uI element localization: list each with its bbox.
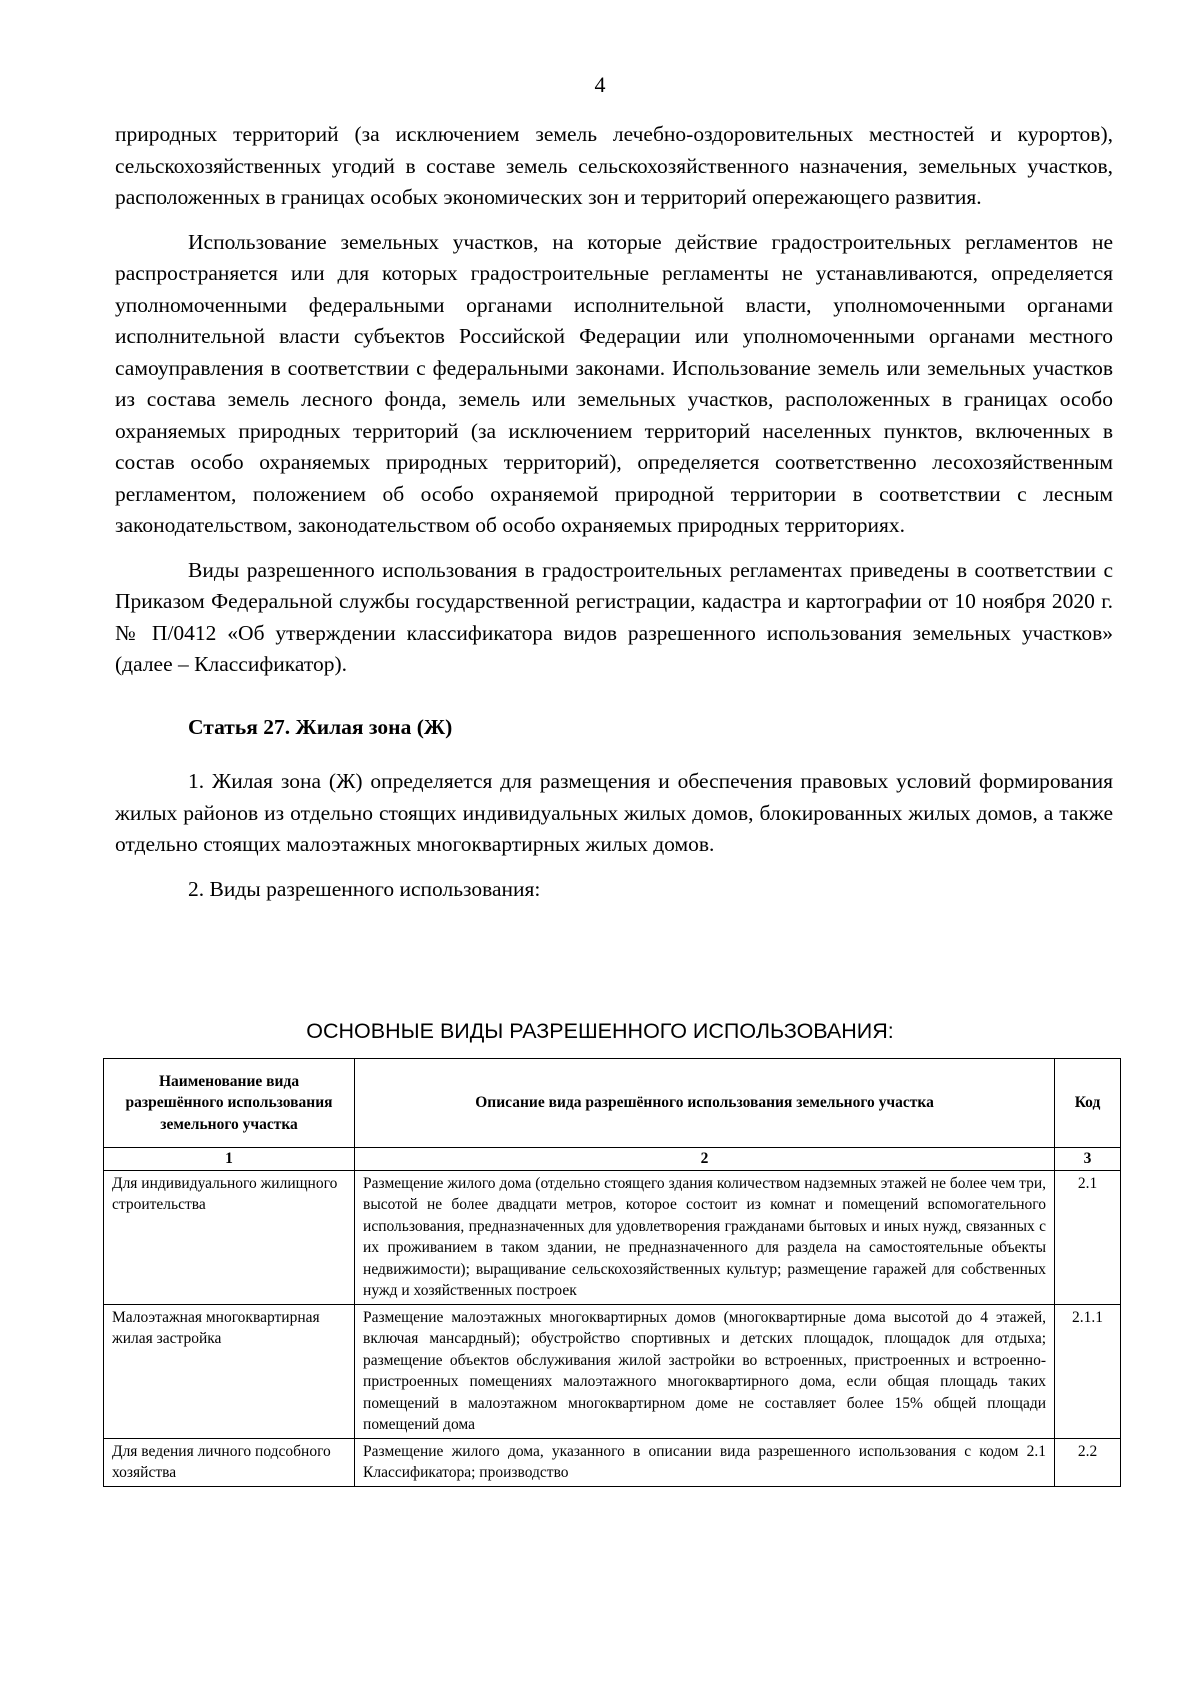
use-code: 2.1 — [1055, 1170, 1121, 1304]
use-name: Для ведения личного подсобного хозяйства — [104, 1438, 355, 1486]
column-number: 2 — [355, 1148, 1055, 1171]
paragraph-residential-zone: 1. Жилая зона (Ж) определяется для размещения и обеспечения правовых условий формирования жилых районов из отдельно стоящих индивидуальных жилых домов, блокированных жилых домов, а также отдельно стоящих малоэтажных многоквартирных жилых домов. — [115, 769, 1113, 856]
use-name: Для индивидуального жилищного строительства — [104, 1170, 355, 1304]
use-description: Размещение жилого дома, указанного в описании вида разрешенного использования с кодом 2.1 Классификатора; производство — [355, 1438, 1055, 1486]
page-number: 4 — [594, 72, 606, 97]
column-number: 3 — [1055, 1148, 1121, 1171]
permitted-use-table — [103, 1058, 1121, 1487]
header-description: Описание вида разрешённого использования земельного участка — [355, 1059, 1055, 1148]
paragraph-land-use: Использование земельных участков, на которые действие градостроительных регламентов не распространяется или для которых градостроительные регламенты не устанавливаются, определяется уполномоченными федеральными органами исполнительной власти, уполномоченными органами исполнительной власти субъектов Российской Федерации или уполномоченными органами местного самоуправления в соответствии с федеральными законами. Использование земель или земельных участков из состава земель лесного фонда, земель или земельных участков, расположенных в границах особо охраняемых природных территорий (за исключением территорий населенных пунктов, включенных в состав особо охраняемых природных территорий), определяется соответственно лесохозяйственным регламентом, положением об особо охраняемой природной территории в соответствии с лесным законодательством, законодательством об особо охраняемых природных территориях. — [115, 229, 1113, 537]
use-code: 2.1.1 — [1055, 1304, 1121, 1438]
table-title: ОСНОВНЫЕ ВИДЫ РАЗРЕШЕННОГО ИСПОЛЬЗОВАНИЯ: — [306, 1019, 894, 1043]
use-description: Размещение малоэтажных многоквартирных домов (многоквартирные дома высотой до 4 этажей, включая мансардный); обустройство спортивных и детских площадок, площадок для отдыха; размещение объектов обслуживания жилой застройки во встроенных, пристроенных и встроенно-пристроенных помещениях малоэтажного многоквартирного дома, если общая площадь таких помещений в малоэтажном многоквартирном доме не составляет более 15% общей площади помещений дома — [355, 1304, 1055, 1438]
header-name: Наименование вида разрешённого использования земельного участка — [104, 1059, 355, 1148]
use-description: Размещение жилого дома (отдельно стоящего здания количеством надземных этажей не более чем три, высотой не более двадцати метров, которое состоит из комнат и помещений вспомогательного использования, предназначенных для удовлетворения гражданами бытовых и иных нужд, связанных с их проживанием в таком здании, не предназначенного для раздела на самостоятельные объекты недвижимости); выращивание сельскохозяйственных культур; размещение гаражей для собственных нужд и хозяйственных построек — [355, 1170, 1055, 1304]
document-body — [115, 119, 1113, 905]
paragraph-continuation: природных территорий (за исключением земель лечебно-оздоровительных местностей и курортов), сельскохозяйственных угодий в составе земель сельскохозяйственного назначения, земельных участков, расположенных в границах особых экономических зон и территорий опережающего развития. — [115, 122, 1113, 209]
paragraph-classifier: Виды разрешенного использования в градостроительных регламентах приведены в соответствии с Приказом Федеральной службы государственной регистрации, кадастра и картографии от 10 ноября 2020 г. № П/0412 «Об утверждении классификатора видов разрешенного использования земельных участков» (далее – Классификатор). — [115, 557, 1113, 676]
table-row — [104, 1170, 1121, 1304]
article-heading: Статья 27. Жилая зона (Ж) — [188, 714, 453, 739]
use-name: Малоэтажная многоквартирная жилая застройка — [104, 1304, 355, 1438]
header-code: Код — [1055, 1059, 1121, 1148]
table-row — [104, 1304, 1121, 1438]
table-row — [104, 1438, 1121, 1486]
table-header-row — [104, 1059, 1121, 1148]
paragraph-use-types: 2. Виды разрешенного использования: — [188, 876, 541, 901]
column-number-row — [104, 1148, 1121, 1171]
use-code: 2.2 — [1055, 1438, 1121, 1486]
column-number: 1 — [104, 1148, 355, 1171]
